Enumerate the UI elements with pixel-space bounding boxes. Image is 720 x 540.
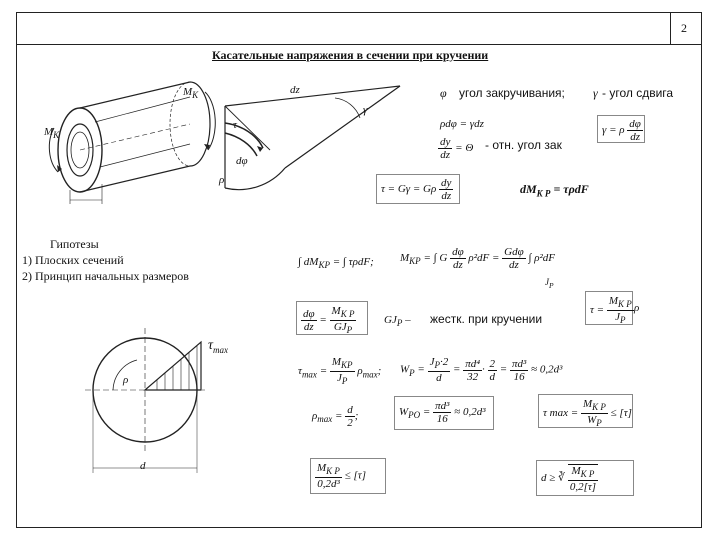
f9-rho: ρ — [634, 302, 640, 314]
twisted-shaft-diagram — [40, 72, 230, 212]
relative-angle-label: - отн. угол зак — [485, 138, 562, 152]
page-title: Касательные напряжения в сечении при кручении — [212, 48, 489, 62]
f4-den: dz — [441, 190, 452, 202]
rho-label-cone: ρ — [219, 174, 225, 186]
f5-lhs: dM — [520, 182, 537, 196]
f11-d4: 16 — [513, 370, 525, 383]
f13-approx: ≈ 0,2d³ — [454, 406, 486, 419]
f11-wp-sub: P — [409, 367, 415, 378]
f2-rhs: = Θ — [455, 142, 474, 155]
rho-label-circle: ρ — [123, 374, 129, 386]
formula-f8-box — [296, 301, 368, 335]
f11-approx: ≈ 0,2d³ — [531, 363, 563, 376]
formula-f14-box — [538, 394, 633, 428]
f11-d3: d — [489, 370, 496, 383]
f7-sub: KP — [409, 256, 421, 267]
f7-jp-sub: P — [549, 280, 554, 290]
f11-eq-b: = — [453, 363, 461, 376]
formula-f12: $\rho_{max}$ = $\frac{d}{2}$ ; — [312, 404, 359, 429]
tau-label: τ — [233, 119, 237, 131]
f11-n4: πd³ — [511, 357, 527, 370]
f10-sub: max — [301, 369, 317, 380]
f12-num: d — [347, 404, 353, 416]
f4-lhs: τ = Gγ = Gρ — [381, 183, 437, 196]
f10-rho: ρ — [357, 365, 363, 378]
tau-max-sym: τ — [208, 338, 214, 353]
f9-lhs: τ = — [590, 304, 605, 317]
f11-n3: 2 — [489, 357, 496, 370]
f11-n1: J — [429, 356, 435, 368]
gjp-sub: P — [396, 318, 403, 329]
tau-max-label — [208, 338, 228, 355]
formula-f6 — [298, 256, 374, 270]
gamma-symbol: γ — [593, 86, 598, 100]
f10-lhs: τ — [298, 365, 302, 378]
f11-n2: πd⁴ — [465, 357, 481, 370]
formula-f16-box: d ≥ ∛ $\frac{M_{K P}}{0,2[\tau]}$ — [536, 460, 634, 496]
f11-n1-sub: P — [434, 360, 440, 371]
formula-f5 — [520, 182, 589, 198]
stiffness-label: жестк. при кручении — [430, 312, 543, 326]
f11-eq: = — [417, 363, 425, 376]
f7-jp — [545, 277, 554, 290]
f8-num: dφ — [303, 308, 315, 321]
formula-f7 — [400, 246, 555, 271]
formula-f15-box — [310, 458, 386, 494]
f14-den: W — [587, 414, 597, 427]
mk-sub-right: K — [192, 90, 199, 101]
f11-d1: d — [436, 372, 442, 385]
formula-f10: $\tau_{max}$ = $\frac{M_{KP}}{J_P}$ $\rho_{max}$; — [298, 356, 382, 387]
f2-num: dy — [440, 136, 451, 148]
f14-rhs: ≤ [τ] — [610, 407, 632, 420]
f8-rd: GJ — [333, 321, 347, 334]
f12-den: 2 — [347, 417, 353, 429]
f8-eq: = — [319, 314, 327, 327]
f6-lhs: ∫ dM — [298, 256, 319, 268]
f5-sub: K P — [536, 188, 551, 199]
f7-n1: dφ — [452, 246, 464, 258]
mk-label-left: M — [44, 126, 54, 138]
header-divider — [17, 44, 701, 45]
f4-num: dy — [441, 177, 452, 189]
f8-rd-sub: P — [346, 325, 353, 336]
f13-den: 16 — [436, 413, 448, 425]
page-number: 2 — [681, 21, 687, 35]
f7-a: ρ²dF = — [468, 252, 500, 265]
page-number-box — [670, 13, 701, 44]
formula-f3-box — [597, 115, 645, 143]
f3-den: dz — [630, 131, 640, 143]
gjp-text: GJ — [384, 314, 397, 326]
formula-f9-box — [585, 291, 633, 325]
shear-angle-label: - угол сдвига — [602, 86, 674, 100]
f3-lhs: γ = ρ — [602, 124, 625, 137]
gamma-label: γ — [363, 104, 368, 116]
f9-den: J — [615, 311, 621, 324]
f15-num-sub: K P — [326, 466, 340, 477]
f13-num: πd³ — [435, 400, 450, 412]
f2-den: dz — [440, 149, 451, 161]
f10-rho-sub: max — [362, 369, 378, 380]
f13-lhs: W — [399, 406, 409, 419]
f9-den-sub: P — [620, 315, 626, 326]
f12-sub: max — [317, 414, 333, 425]
hypotheses-heading: Гипотезы — [50, 237, 99, 251]
f14-num-sub: K P — [592, 402, 606, 413]
diameter-label: d — [140, 460, 146, 472]
f7-n2: Gdφ — [504, 246, 524, 258]
formula-f11: $W_P$ = $\frac{J_P\cdot 2}{d}$ = $\frac{\text{πd⁴}}{32}$ · $\frac{2}{d}$ = $\frac{\text{πd³}}{16}$ ≈ 0,2d³ — [400, 356, 563, 385]
f16-den: 0,2[τ] — [569, 481, 597, 494]
f7-jp-label: J — [545, 277, 549, 287]
f15-rhs: ≤ [τ] — [344, 469, 366, 482]
f12-lhs: ρ — [312, 410, 318, 423]
f9-num: M — [608, 295, 619, 307]
hypotheses-block — [22, 236, 189, 284]
f6-sub: KP — [318, 260, 330, 271]
f7-d1: dz — [452, 259, 463, 271]
f14-num: M — [582, 398, 593, 410]
f3-num: dφ — [629, 118, 641, 130]
mk-label-right: M — [183, 86, 193, 98]
f15-den: 0,2d³ — [317, 478, 340, 491]
f7-d2: dz — [509, 259, 519, 271]
f7-mid: = ∫ G — [423, 252, 448, 265]
f8-den: dz — [303, 321, 314, 334]
dphi-label: dφ — [236, 155, 248, 167]
formula-f1: ρdφ = γdz — [440, 118, 484, 130]
f15-num: M — [317, 462, 327, 474]
f7-b: ∫ ρ²dF — [528, 252, 555, 265]
formula-f4-box — [376, 174, 460, 204]
gjp-label: $GJ_P$ – — [384, 314, 411, 329]
f10-den: J — [337, 372, 342, 385]
f11-n1b: 2 — [442, 356, 449, 368]
f10-eq: = — [319, 365, 328, 378]
f11-eq2: = — [499, 363, 508, 376]
hypothesis-1: 1) Плоских сечений — [22, 253, 124, 267]
hypothesis-2: 2) Принцип начальных размеров — [22, 269, 189, 283]
f14-lhs: τ max = — [543, 407, 579, 420]
f5-rhs: = τρdF — [553, 182, 589, 196]
formula-f2 — [438, 136, 473, 161]
twist-angle-label: угол закручивания; — [459, 86, 565, 100]
f10-num-sub: KP — [341, 360, 353, 371]
mk-sub-left: K — [53, 130, 60, 141]
phi-symbol: φ — [440, 86, 447, 100]
f10-den-sub: P — [341, 376, 348, 387]
f16-lhs: d ≥ — [541, 472, 556, 485]
f9-num-sub: K P — [618, 299, 632, 310]
f8-rn-sub: K P — [340, 309, 355, 320]
f11-d2: 32 — [467, 370, 479, 383]
f16-num: M — [571, 465, 581, 477]
f16-num-sub: K P — [580, 469, 595, 480]
f13-sub: PO — [408, 410, 421, 421]
f7-lhs: M — [400, 252, 410, 265]
dz-label: dz — [290, 84, 300, 96]
f12-eq: = — [335, 410, 343, 423]
f10-num: M — [331, 356, 342, 368]
f6-rhs: = ∫ τρdF; — [332, 256, 374, 268]
f11-wp: W — [400, 363, 410, 376]
tau-max-sub: max — [213, 344, 229, 355]
f14-den-sub: P — [596, 418, 602, 429]
f13-eq: = — [422, 406, 431, 419]
f8-rn: M — [331, 305, 341, 317]
formula-f13-box — [394, 396, 494, 430]
